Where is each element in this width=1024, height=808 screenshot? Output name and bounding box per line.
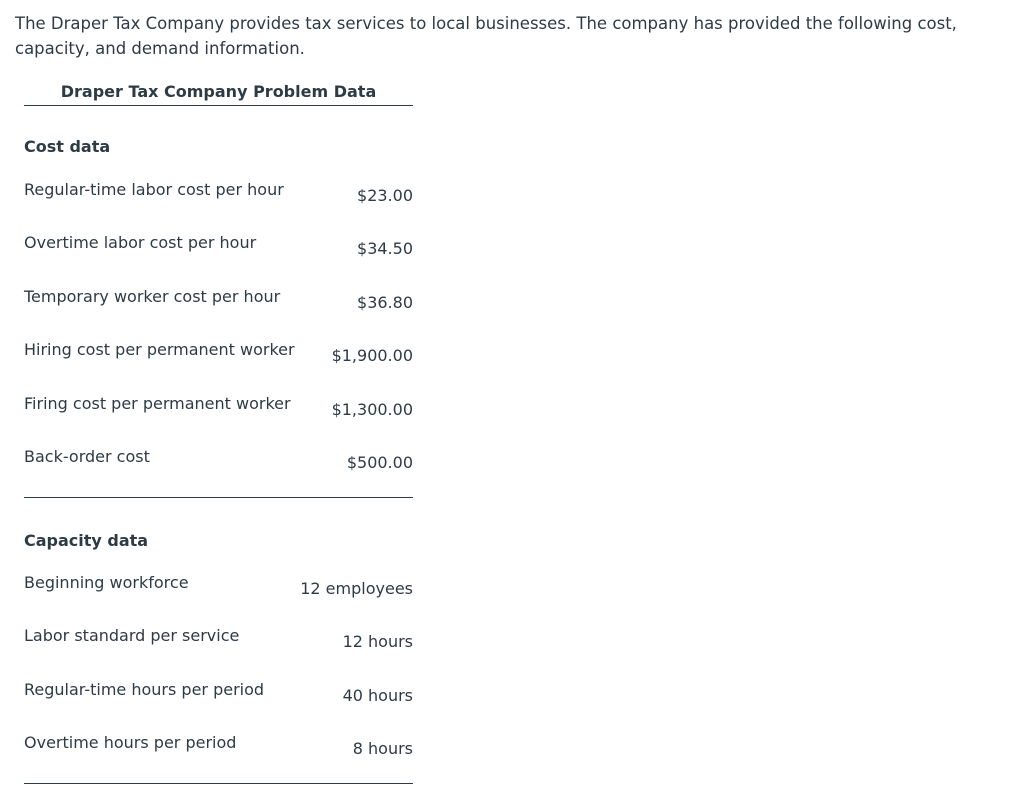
row-value: $500.00 <box>346 453 413 472</box>
table-row <box>24 287 413 327</box>
table-title: Draper Tax Company Problem Data <box>24 80 413 106</box>
row-label: Hiring cost per permanent worker <box>24 340 295 359</box>
table-row <box>24 733 413 773</box>
row-label: Overtime labor cost per hour <box>24 233 257 252</box>
row-label: Regular-time hours per period <box>24 680 265 699</box>
intro-paragraph: The Draper Tax Company provides tax services to local businesses. The company has provided the following cost, capacity, and demand information. <box>15 14 957 58</box>
row-value: $34.50 <box>357 239 413 258</box>
row-label: Back-order cost <box>24 447 150 466</box>
row-label: Firing cost per permanent worker <box>24 394 291 413</box>
row-label: Beginning workforce <box>24 573 189 592</box>
table-row <box>24 680 413 720</box>
row-label: Overtime hours per period <box>24 733 237 752</box>
row-label: Labor standard per service <box>24 626 240 645</box>
table-row <box>24 233 413 273</box>
row-value: $1,900.00 <box>331 346 413 365</box>
table-row <box>24 626 413 666</box>
table-row <box>24 394 413 434</box>
row-value: 8 hours <box>352 739 413 758</box>
table-row <box>24 573 413 613</box>
table-row <box>24 340 413 380</box>
row-label: Temporary worker cost per hour <box>24 287 281 306</box>
cost-data-heading: Cost data <box>24 137 111 156</box>
capacity-data-heading: Capacity data <box>24 531 149 550</box>
section-divider <box>24 497 413 498</box>
row-value: 40 hours <box>342 686 413 705</box>
table-row <box>24 180 413 220</box>
table-row <box>24 447 413 487</box>
row-label: Regular-time labor cost per hour <box>24 180 284 199</box>
section-divider <box>24 783 413 784</box>
row-value: $1,300.00 <box>331 400 413 419</box>
row-value: 12 employees <box>300 579 413 598</box>
row-value: $23.00 <box>357 186 413 205</box>
row-value: $36.80 <box>357 293 413 312</box>
row-value: 12 hours <box>342 632 413 651</box>
problem-data-table <box>24 80 413 758</box>
